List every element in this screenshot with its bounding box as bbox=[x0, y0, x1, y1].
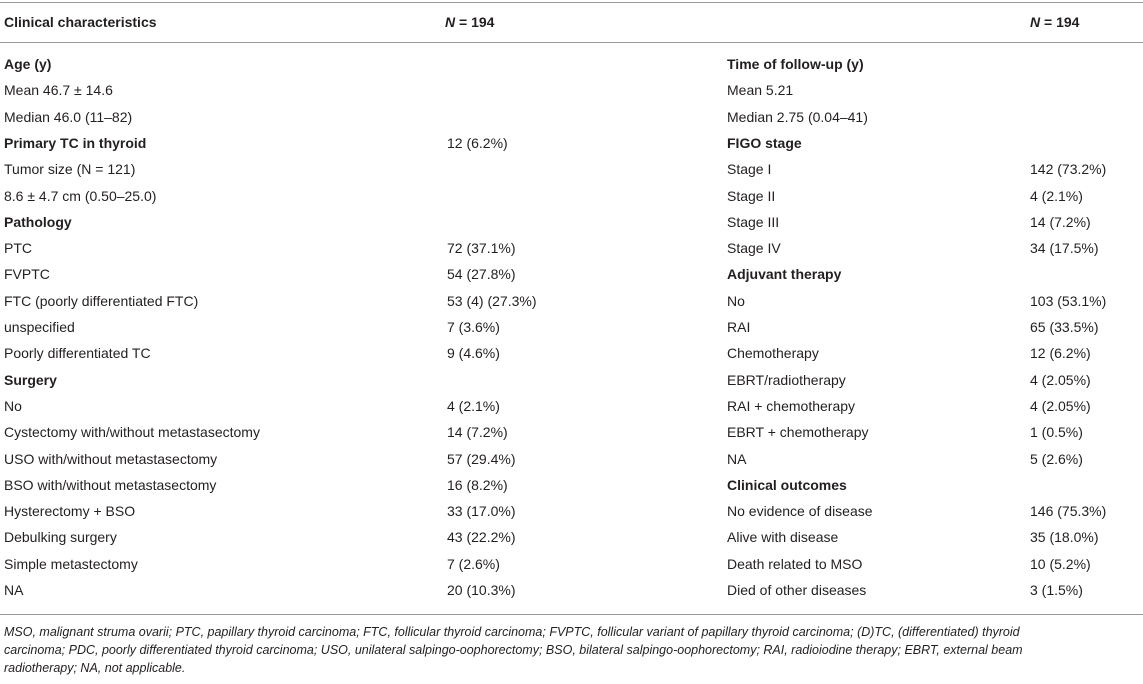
left-row-label: unspecified bbox=[4, 319, 75, 335]
right-row-value: 35 (18.0%) bbox=[1030, 529, 1099, 545]
left-row-value: 72 (37.1%) bbox=[447, 240, 516, 256]
left-row-label: Pathology bbox=[4, 214, 72, 230]
left-row-value: 9 (4.6%) bbox=[447, 345, 500, 361]
header-characteristics: Clinical characteristics bbox=[4, 14, 157, 30]
left-row-value: 33 (17.0%) bbox=[447, 503, 516, 519]
left-row-label: Surgery bbox=[4, 372, 57, 388]
left-row-value: 54 (27.8%) bbox=[447, 266, 516, 282]
left-row-label: Hysterectomy + BSO bbox=[4, 503, 136, 519]
left-row-value: 57 (29.4%) bbox=[447, 451, 516, 467]
right-row-value: 4 (2.05%) bbox=[1030, 372, 1091, 388]
left-row-label: Cystectomy with/without metastasectomy bbox=[4, 424, 260, 440]
right-row-label: No evidence of disease bbox=[727, 503, 873, 519]
right-row-label: Clinical outcomes bbox=[727, 477, 847, 493]
right-row-label: RAI + chemotherapy bbox=[727, 398, 856, 414]
right-row-value: 4 (2.05%) bbox=[1030, 398, 1091, 414]
right-row-value: 1 (0.5%) bbox=[1030, 424, 1083, 440]
header-rule bbox=[0, 42, 1143, 43]
right-row-label: EBRT + chemotherapy bbox=[727, 424, 869, 440]
right-row-value: 3 (1.5%) bbox=[1030, 582, 1083, 598]
left-row-label: BSO with/without metastasectomy bbox=[4, 477, 217, 493]
header-n-right-symbol: N bbox=[1030, 14, 1041, 30]
right-row-value: 103 (53.1%) bbox=[1030, 293, 1107, 309]
right-row-value: 142 (73.2%) bbox=[1030, 161, 1107, 177]
left-row-label: NA bbox=[4, 582, 24, 598]
bottom-rule bbox=[0, 614, 1143, 615]
right-row-label: Stage I bbox=[727, 161, 772, 177]
left-row-value: 53 (4) (27.3%) bbox=[447, 293, 537, 309]
right-row-label: Died of other diseases bbox=[727, 582, 867, 598]
left-row-label: Mean 46.7 ± 14.6 bbox=[4, 82, 113, 98]
right-row-value: 146 (75.3%) bbox=[1030, 503, 1107, 519]
left-row-value: 7 (2.6%) bbox=[447, 556, 500, 572]
table-footnote bbox=[4, 623, 1139, 677]
left-row-label: FVPTC bbox=[4, 266, 50, 282]
header-n-left-symbol: N bbox=[445, 14, 456, 30]
header-n-right-value: = 194 bbox=[1040, 14, 1080, 30]
right-row-label: NA bbox=[727, 451, 747, 467]
right-row-label: Adjuvant therapy bbox=[727, 266, 842, 282]
left-row-label: USO with/without metastasectomy bbox=[4, 451, 218, 467]
table-header bbox=[0, 8, 1143, 36]
left-row-label: Primary TC in thyroid bbox=[4, 135, 147, 151]
right-row-label: No bbox=[727, 293, 745, 309]
left-row-label: Simple metastectomy bbox=[4, 556, 138, 572]
right-row-label: Chemotherapy bbox=[727, 345, 819, 361]
right-row-label: Death related to MSO bbox=[727, 556, 863, 572]
right-row-value: 12 (6.2%) bbox=[1030, 345, 1091, 361]
left-row-label: PTC bbox=[4, 240, 32, 256]
header-n-right bbox=[1030, 13, 1079, 31]
header-n-left bbox=[445, 13, 494, 31]
left-row-label: No bbox=[4, 398, 22, 414]
right-row-label: FIGO stage bbox=[727, 135, 802, 151]
footnote-line-3: radiotherapy; NA, not applicable. bbox=[4, 661, 186, 675]
left-row-value: 20 (10.3%) bbox=[447, 582, 516, 598]
right-row-label: Alive with disease bbox=[727, 529, 839, 545]
left-row-value: 14 (7.2%) bbox=[447, 424, 508, 440]
left-row-label: 8.6 ± 4.7 cm (0.50–25.0) bbox=[4, 188, 157, 204]
right-row-value: 34 (17.5%) bbox=[1030, 240, 1099, 256]
left-row-value: 7 (3.6%) bbox=[447, 319, 500, 335]
left-row-label: FTC (poorly differentiated FTC) bbox=[4, 293, 199, 309]
right-row-value: 14 (7.2%) bbox=[1030, 214, 1091, 230]
right-row-label: EBRT/radiotherapy bbox=[727, 372, 846, 388]
right-row-label: RAI bbox=[727, 319, 751, 335]
right-row-label: Stage III bbox=[727, 214, 780, 230]
left-row-value: 43 (22.2%) bbox=[447, 529, 516, 545]
right-row-value: 10 (5.2%) bbox=[1030, 556, 1091, 572]
left-row-value: 16 (8.2%) bbox=[447, 477, 508, 493]
left-row-value: 4 (2.1%) bbox=[447, 398, 500, 414]
left-row-label: Age (y) bbox=[4, 56, 52, 72]
right-row-label: Mean 5.21 bbox=[727, 82, 794, 98]
right-row-label: Median 2.75 (0.04–41) bbox=[727, 109, 868, 125]
right-row-label: Time of follow-up (y) bbox=[727, 56, 864, 72]
footnote-line-1: MSO, malignant struma ovarii; PTC, papillary thyroid carcinoma; FTC, follicular thyroid carcinoma; FVPTC, follicular variant of papillary thyroid carcinoma; (D)TC, (differentiated) thyroid bbox=[4, 625, 1020, 639]
right-row-label: Stage IV bbox=[727, 240, 781, 256]
right-row-value: 4 (2.1%) bbox=[1030, 188, 1083, 204]
left-row-label: Tumor size (N = 121) bbox=[4, 161, 136, 177]
right-row-value: 65 (33.5%) bbox=[1030, 319, 1099, 335]
left-row-label: Poorly differentiated TC bbox=[4, 345, 151, 361]
footnote-line-2: carcinoma; PDC, poorly differentiated thyroid carcinoma; USO, unilateral salpingo-oophorectomy; BSO, bilateral salpingo-oophorectomy; RAI, radioiodine therapy; EBRT, external beam bbox=[4, 643, 1023, 657]
left-row-label: Debulking surgery bbox=[4, 529, 117, 545]
right-row-label: Stage II bbox=[727, 188, 776, 204]
left-row-label: Median 46.0 (11–82) bbox=[4, 109, 133, 125]
left-row-value: 12 (6.2%) bbox=[447, 135, 508, 151]
right-row-value: 5 (2.6%) bbox=[1030, 451, 1083, 467]
top-rule bbox=[0, 2, 1143, 3]
header-n-left-value: = 194 bbox=[455, 14, 495, 30]
